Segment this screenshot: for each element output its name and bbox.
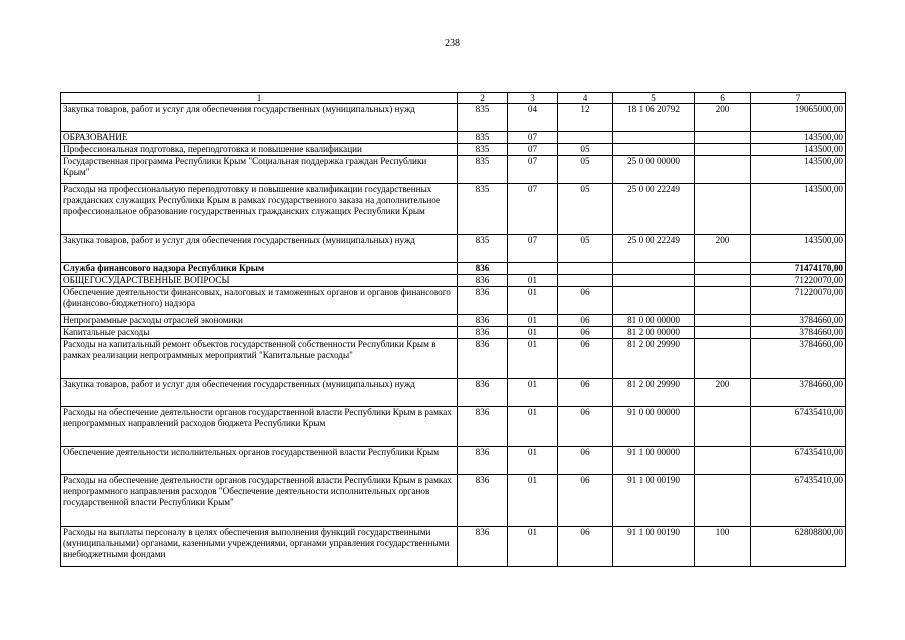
- header-col-6: 6: [695, 93, 751, 104]
- cell-subsection: [558, 132, 613, 144]
- cell-expense-type: [695, 263, 751, 275]
- cell-ministry-code: 835: [458, 184, 508, 235]
- cell-section: 07: [508, 235, 558, 263]
- cell-subsection: 06: [558, 327, 613, 339]
- cell-name: Закупка товаров, работ и услуг для обеспечения государственных (муниципальных) нужд: [61, 379, 458, 407]
- cell-expense-type: [695, 315, 751, 327]
- cell-target-article: 81 2 00 00000: [613, 327, 695, 339]
- cell-amount: 19065000,00: [751, 104, 846, 132]
- cell-amount: 143500,00: [751, 144, 846, 156]
- table-row: [61, 235, 846, 263]
- table-row: [61, 327, 846, 339]
- page-number: 238: [445, 38, 460, 49]
- cell-ministry-code: 836: [458, 527, 508, 567]
- table-row: [61, 132, 846, 144]
- cell-amount: 3784660,00: [751, 339, 846, 379]
- cell-target-article: [613, 287, 695, 315]
- cell-target-article: 91 0 00 00000: [613, 407, 695, 447]
- cell-ministry-code: 836: [458, 475, 508, 527]
- table-row: [61, 407, 846, 447]
- cell-expense-type: 100: [695, 527, 751, 567]
- cell-target-article: 81 0 00 00000: [613, 315, 695, 327]
- cell-expense-type: [695, 184, 751, 235]
- cell-section: 07: [508, 184, 558, 235]
- cell-name: ОБЩЕГОСУДАРСТВЕННЫЕ ВОПРОСЫ: [61, 275, 458, 287]
- cell-expense-type: [695, 475, 751, 527]
- table-row: [61, 447, 846, 475]
- cell-section: 01: [508, 339, 558, 379]
- table-body: [61, 104, 846, 567]
- cell-amount: 143500,00: [751, 184, 846, 235]
- table-row: [61, 104, 846, 132]
- table-row: [61, 156, 846, 184]
- cell-name: Расходы на выплаты персоналу в целях обеспечения выполнения функций государственными (муниципальными) органами, казенными учреждениями, органами управления государственными внебюджетными фондами: [61, 527, 458, 567]
- cell-amount: 3784660,00: [751, 327, 846, 339]
- header-col-1: 1: [61, 93, 458, 104]
- cell-name: Закупка товаров, работ и услуг для обеспечения государственных (муниципальных) нужд: [61, 235, 458, 263]
- cell-expense-type: 200: [695, 379, 751, 407]
- cell-name: Служба финансового надзора Республики Крым: [61, 263, 458, 275]
- cell-subsection: 05: [558, 144, 613, 156]
- cell-expense-type: [695, 132, 751, 144]
- table-row: [61, 184, 846, 235]
- cell-name: Расходы на обеспечение деятельности органов государственной власти Республики Крым в рамках непрограммного направления расходов "Обеспечение деятельности исполнительных органов государственной власти Республики Крым": [61, 475, 458, 527]
- table-row: [61, 527, 846, 567]
- cell-ministry-code: 835: [458, 132, 508, 144]
- cell-amount: 71474170,00: [751, 263, 846, 275]
- cell-subsection: [558, 275, 613, 287]
- cell-ministry-code: 836: [458, 339, 508, 379]
- cell-ministry-code: 836: [458, 275, 508, 287]
- table-row: [61, 475, 846, 527]
- cell-subsection: 05: [558, 235, 613, 263]
- cell-amount: 62808800,00: [751, 527, 846, 567]
- table-header: [61, 93, 846, 104]
- cell-name: Расходы на обеспечение деятельности органов государственной власти Республики Крым в рамках непрограммных направлений расходов бюджета Республики Крым: [61, 407, 458, 447]
- table-row: [61, 144, 846, 156]
- cell-ministry-code: 836: [458, 315, 508, 327]
- table-row: [61, 275, 846, 287]
- cell-name: Непрограммные расходы отраслей экономики: [61, 315, 458, 327]
- header-row: [61, 93, 846, 104]
- cell-subsection: 05: [558, 156, 613, 184]
- cell-ministry-code: 836: [458, 327, 508, 339]
- cell-section: 04: [508, 104, 558, 132]
- cell-section: 01: [508, 275, 558, 287]
- table-row: [61, 379, 846, 407]
- cell-target-article: [613, 263, 695, 275]
- header-col-5: 5: [613, 93, 695, 104]
- cell-name: Обеспечение деятельности финансовых, налоговых и таможенных органов и органов финансового (финансово-бюджетного) надзора: [61, 287, 458, 315]
- cell-expense-type: [695, 447, 751, 475]
- cell-name: Профессиональная подготовка, переподготовка и повышение квалификации: [61, 144, 458, 156]
- cell-target-article: [613, 144, 695, 156]
- cell-subsection: 12: [558, 104, 613, 132]
- cell-section: 01: [508, 475, 558, 527]
- cell-expense-type: [695, 339, 751, 379]
- cell-subsection: [558, 263, 613, 275]
- cell-expense-type: 200: [695, 104, 751, 132]
- cell-ministry-code: 836: [458, 447, 508, 475]
- cell-amount: 3784660,00: [751, 379, 846, 407]
- cell-subsection: 06: [558, 527, 613, 567]
- cell-name: Расходы на капитальный ремонт объектов государственной собственности Республики Крым в рамках реализации непрограммных мероприятий "Капитальные расходы": [61, 339, 458, 379]
- cell-expense-type: [695, 156, 751, 184]
- header-col-3: 3: [508, 93, 558, 104]
- cell-name: Государственная программа Республики Крым "Социальная поддержка граждан Республики Крым": [61, 156, 458, 184]
- cell-expense-type: [695, 287, 751, 315]
- header-col-4: 4: [558, 93, 613, 104]
- cell-amount: 143500,00: [751, 156, 846, 184]
- cell-section: 01: [508, 327, 558, 339]
- table-row: [61, 287, 846, 315]
- cell-section: 07: [508, 156, 558, 184]
- cell-target-article: 18 1 06 20792: [613, 104, 695, 132]
- cell-ministry-code: 836: [458, 407, 508, 447]
- cell-ministry-code: 836: [458, 287, 508, 315]
- table-row: [61, 263, 846, 275]
- cell-target-article: 81 2 00 29990: [613, 339, 695, 379]
- cell-amount: 71220070,00: [751, 275, 846, 287]
- cell-amount: 67435410,00: [751, 407, 846, 447]
- budget-table: [60, 92, 846, 567]
- cell-amount: 143500,00: [751, 132, 846, 144]
- cell-section: 01: [508, 407, 558, 447]
- cell-subsection: 06: [558, 407, 613, 447]
- cell-section: [508, 263, 558, 275]
- cell-section: 01: [508, 287, 558, 315]
- cell-amount: 143500,00: [751, 235, 846, 263]
- cell-subsection: 06: [558, 339, 613, 379]
- cell-expense-type: 200: [695, 235, 751, 263]
- cell-target-article: 91 1 00 00000: [613, 447, 695, 475]
- cell-subsection: 06: [558, 287, 613, 315]
- cell-name: Расходы на профессиональную переподготовку и повышение квалификации государственных гражданских служащих Республики Крым в рамках государственного заказа на дополнительное профессиональное образование государственных гражданских служащих Республики Крым: [61, 184, 458, 235]
- cell-target-article: 91 1 00 00190: [613, 475, 695, 527]
- cell-name: Закупка товаров, работ и услуг для обеспечения государственных (муниципальных) нужд: [61, 104, 458, 132]
- cell-target-article: 81 2 00 29990: [613, 379, 695, 407]
- cell-ministry-code: 835: [458, 156, 508, 184]
- cell-ministry-code: 835: [458, 235, 508, 263]
- cell-ministry-code: 836: [458, 263, 508, 275]
- cell-subsection: 06: [558, 475, 613, 527]
- cell-subsection: 05: [558, 184, 613, 235]
- cell-amount: 67435410,00: [751, 447, 846, 475]
- cell-name: Обеспечение деятельности исполнительных органов государственной власти Республики Крым: [61, 447, 458, 475]
- cell-subsection: 06: [558, 447, 613, 475]
- cell-section: 07: [508, 132, 558, 144]
- cell-section: 01: [508, 527, 558, 567]
- cell-subsection: 06: [558, 315, 613, 327]
- cell-amount: 3784660,00: [751, 315, 846, 327]
- cell-ministry-code: 835: [458, 104, 508, 132]
- cell-amount: 67435410,00: [751, 475, 846, 527]
- cell-name: Капитальные расходы: [61, 327, 458, 339]
- cell-expense-type: [695, 407, 751, 447]
- cell-target-article: 25 0 00 00000: [613, 156, 695, 184]
- cell-expense-type: [695, 275, 751, 287]
- header-col-2: 2: [458, 93, 508, 104]
- cell-amount: 71220070,00: [751, 287, 846, 315]
- cell-ministry-code: 835: [458, 144, 508, 156]
- cell-target-article: [613, 275, 695, 287]
- cell-section: 01: [508, 379, 558, 407]
- cell-target-article: [613, 132, 695, 144]
- cell-ministry-code: 836: [458, 379, 508, 407]
- cell-expense-type: [695, 144, 751, 156]
- table-row: [61, 339, 846, 379]
- cell-name: ОБРАЗОВАНИЕ: [61, 132, 458, 144]
- cell-target-article: 25 0 00 22249: [613, 184, 695, 235]
- header-col-7: 7: [751, 93, 846, 104]
- cell-target-article: 91 1 00 00190: [613, 527, 695, 567]
- cell-target-article: 25 0 00 22249: [613, 235, 695, 263]
- cell-section: 01: [508, 315, 558, 327]
- cell-section: 07: [508, 144, 558, 156]
- cell-section: 01: [508, 447, 558, 475]
- cell-expense-type: [695, 327, 751, 339]
- table-row: [61, 315, 846, 327]
- cell-subsection: 06: [558, 379, 613, 407]
